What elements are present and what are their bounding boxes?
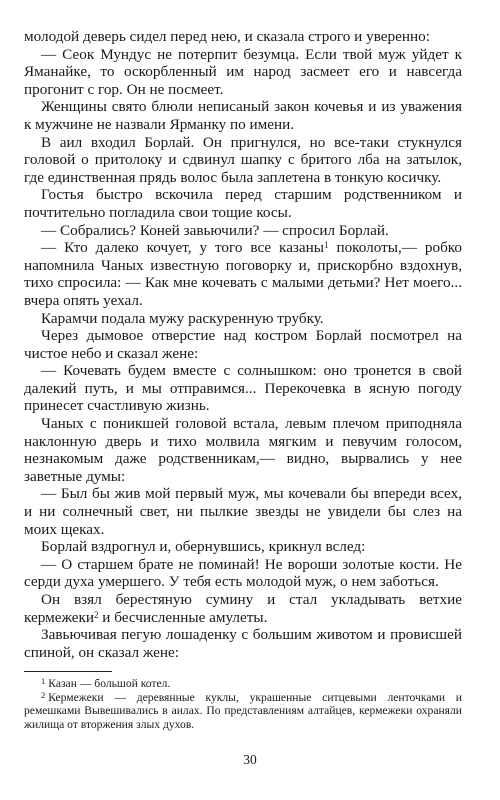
paragraph: Завьючивая пегую лошаденку с большим животом и провисшей спиной, он сказал жене:: [24, 626, 462, 661]
footnote-text: Казан — большой котел.: [48, 677, 171, 691]
paragraph: — Сеок Мундус не потерпит безумца. Если твой муж уйдет к Яманайке, то оскорбленный им народ засмеет его и навсегда прогонит с гор. Он не посмеет.: [24, 45, 462, 98]
footnote-marker: 2: [94, 609, 99, 620]
footnote-divider: [24, 671, 112, 672]
paragraph: Карамчи подала мужу раскуренную трубку.: [41, 309, 324, 327]
paragraph: Женщины свято блюли неписаный закон кочевья и из уважения к мужчине не назвали Ярманку по имени.: [24, 98, 462, 133]
footnotes: [24, 677, 462, 731]
paragraph: В аил входил Борлай. Он пригнулся, но все-таки стукнулся головой о притолоку и сдвинул шапку с бритого лба на затылок, где единственная прядь волос была заплетена в тонкую косичку.: [24, 133, 462, 186]
paragraph: Чаных с поникшей головой встала, левым плечом приподняла наклонную дверь и тихо молвила мягким и певучим голосом, незнакомым даже родственникам,— видно, вырвались у нее заветные думы:: [24, 415, 462, 485]
paragraph: Через дымовое отверстие над костром Борлай посмотрел на чистое небо и сказал жене:: [24, 327, 462, 362]
paragraph: Борлай вздрогнул и, обернувшись, крикнул вслед:: [41, 538, 366, 556]
paragraph-text: поколоты,— робко напомнила Чаных известную поговорку и, прискорбно вздохнув, тихо спросила: — Как мне кочевать с малыми детьми? Нет моего... вчера опять уехал.: [24, 239, 462, 309]
paragraph-text: и бесчисленные амулеты.: [98, 608, 268, 626]
footnote-text: Кермежеки — деревянные куклы, украшенные ситцевыми ленточками и ремешками Вывешивались в аилах. По представлениям алтайцев, кермежеки охраняли жилища от вторжения злых духов.: [24, 690, 462, 731]
footnote-number: 2: [41, 689, 46, 700]
paragraph: — Собрались? Коней завьючили? — спросил Борлай.: [41, 221, 389, 239]
footnote: [24, 677, 462, 690]
footnote-marker: 1: [324, 240, 329, 251]
paragraph: — Кочевать будем вместе с солнышком: оно тронется в свой далекий путь, и мы отправимся... Перекочевка в ясную погоду принесет счастливую жизнь.: [24, 362, 462, 415]
paragraph: — О старшем брате не поминай! Не вороши золотые кости. Не серди духа умершего. У тебя есть молодой муж, о нем заботься.: [24, 555, 462, 591]
book-page: [24, 28, 462, 731]
paragraph: молодой деверь сидел перед нею, и сказала строго и уверенно:: [24, 28, 430, 45]
paragraph-text: — Кто далеко кочует, у того все казаны: [41, 239, 325, 257]
footnote-number: 1: [41, 676, 46, 687]
paragraph-text: Он взял берестяную сумину и стал укладывать ветхие кермежеки: [24, 591, 462, 626]
paragraph-with-footnote: [24, 591, 462, 626]
paragraph-with-footnote: [24, 239, 462, 309]
footnote: [24, 691, 462, 731]
paragraph: — Был бы жив мой первый муж, мы кочевали бы впереди всех, и ни солнечный свет, ни пылкие звезды не увидели бы слез на моих щеках.: [24, 485, 462, 538]
page-number: 30: [243, 752, 257, 767]
paragraph: Гостья быстро вскочила перед старшим родственником и почтительно погладила свои тощие косы.: [24, 186, 462, 221]
